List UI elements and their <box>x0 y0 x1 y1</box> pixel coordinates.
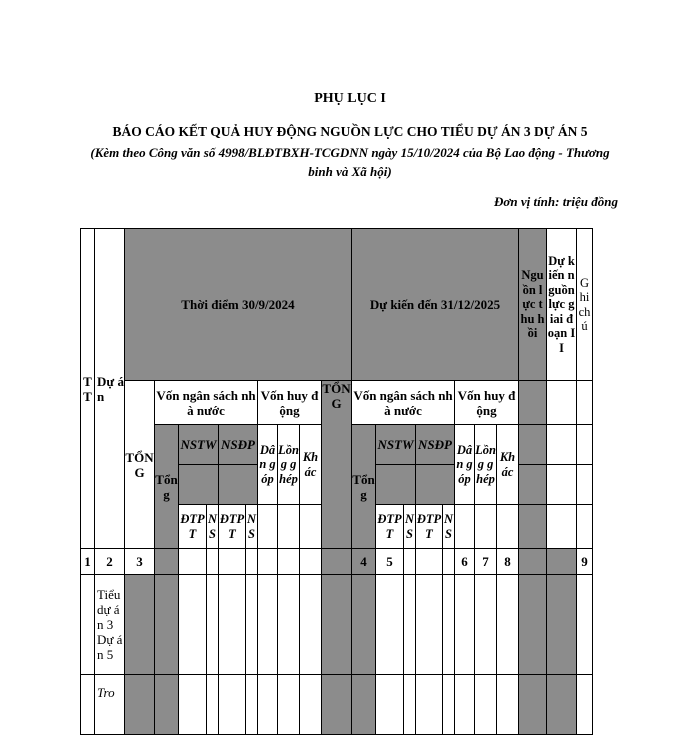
index-blank <box>547 549 577 575</box>
cell-blank <box>376 575 404 675</box>
cell-blank <box>404 575 416 675</box>
note-blank <box>577 425 593 465</box>
cell-blank <box>352 675 376 735</box>
phase2-blank <box>547 465 577 505</box>
p2-nstw-ns: NS <box>404 505 416 549</box>
index-blank <box>404 549 416 575</box>
p1-khac-blank <box>300 505 322 549</box>
cell-blank <box>81 575 95 675</box>
cell-blank <box>278 675 300 735</box>
cell-blank <box>577 575 593 675</box>
p1-state-budget-header: Vốn ngân sách nhà nước <box>155 381 258 425</box>
cell-blank <box>497 675 519 735</box>
cell-blank <box>300 675 322 735</box>
appendix-heading: PHỤ LỤC I <box>314 91 386 106</box>
note-blank <box>577 465 593 505</box>
col-tt-header: TT <box>81 229 95 549</box>
p2-mobilized-header: Vốn huy động <box>455 381 519 425</box>
p1-nstw-header: NSTW <box>179 425 219 465</box>
index-blank <box>155 549 179 575</box>
index-cell: 2 <box>95 549 125 575</box>
unit-label: Đơn vị tính: triệu đồng <box>493 194 618 209</box>
table-row <box>81 575 593 675</box>
p2-dan-gop-blank <box>455 505 475 549</box>
recovered-blank <box>519 505 547 549</box>
p2-long-ghep-blank <box>475 505 497 549</box>
index-row <box>81 549 593 575</box>
cell-blank <box>125 575 155 675</box>
report-title: BÁO CÁO KẾT QUẢ HUY ĐỘNG NGUỒN LỰC CHO TIỂU DỰ ÁN 3 DỰ ÁN 5 <box>112 124 588 139</box>
cell-blank <box>179 575 207 675</box>
cell-blank <box>219 675 246 735</box>
p2-nstw-header: NSTW <box>376 425 416 465</box>
index-blank <box>322 549 352 575</box>
table-row <box>81 675 593 735</box>
p1-nsdp-header: NSĐP <box>219 425 258 465</box>
cell-blank <box>81 675 95 735</box>
recovered-blank <box>519 425 547 465</box>
cell-blank <box>547 575 577 675</box>
cell-blank <box>278 575 300 675</box>
index-cell: 4 <box>352 549 376 575</box>
col-du-an-header: Dự án <box>95 229 125 549</box>
report-subtitle: (Kèm theo Công văn số 4998/BLĐTBXH-TCGDNN ngày 15/10/2024 của Bộ Lao động - Thương binh và Xã hội) <box>90 145 610 179</box>
cell-blank <box>455 575 475 675</box>
index-blank <box>519 549 547 575</box>
note-header: Ghi chú <box>577 229 593 381</box>
recovered-blank <box>519 381 547 425</box>
cell-blank <box>547 675 577 735</box>
cell-blank <box>352 575 376 675</box>
p1-long-ghep-blank <box>278 505 300 549</box>
cell-blank <box>376 675 404 735</box>
phase2-header: Dự kiến nguồn lực giai đoạn II <box>547 229 577 381</box>
cell-blank <box>258 575 278 675</box>
index-cell: 7 <box>475 549 497 575</box>
p2-sub-total-header: Tổng <box>352 425 376 549</box>
index-blank <box>207 549 219 575</box>
cell-blank <box>519 675 547 735</box>
phase2-blank <box>547 381 577 425</box>
phase2-blank <box>547 425 577 465</box>
p2-state-budget-header: Vốn ngân sách nhà nước <box>352 381 455 425</box>
index-cell: 6 <box>455 549 475 575</box>
p2-dan-gop-header: Dân góp <box>455 425 475 505</box>
p2-nstw-blank <box>376 465 416 505</box>
cell-blank <box>322 575 352 675</box>
cell-blank <box>443 575 455 675</box>
p1-dan-gop-blank <box>258 505 278 549</box>
p1-nstw-dtpt: ĐTPT <box>179 505 207 549</box>
p1-sub-total-header: Tổng <box>155 425 179 549</box>
cell-blank <box>475 575 497 675</box>
p2-nsdp-header: NSĐP <box>416 425 455 465</box>
index-blank <box>219 549 246 575</box>
cell-blank <box>455 675 475 735</box>
p2-nsdp-dtpt: ĐTPT <box>416 505 443 549</box>
p1-nstw-ns: NS <box>207 505 219 549</box>
cell-blank <box>258 675 278 735</box>
cell-blank <box>497 575 519 675</box>
note-blank <box>577 505 593 549</box>
index-cell: 8 <box>497 549 519 575</box>
cell-blank <box>155 675 179 735</box>
report-table <box>80 228 593 735</box>
note-blank <box>577 381 593 425</box>
cell-blank <box>246 575 258 675</box>
cell-blank <box>125 675 155 735</box>
index-blank <box>258 549 278 575</box>
period1-header: Thời điểm 30/9/2024 <box>125 229 352 381</box>
p1-nstw-blank <box>179 465 219 505</box>
cell-blank <box>577 675 593 735</box>
p1-dan-gop-header: Dân góp <box>258 425 278 505</box>
index-cell: 5 <box>376 549 404 575</box>
index-cell: 1 <box>81 549 95 575</box>
cell-blank <box>207 575 219 675</box>
index-blank <box>278 549 300 575</box>
row-project-name: Tiểu dự án 3 Dự án 5 <box>95 575 125 675</box>
p2-long-ghep-header: Lồng ghép <box>475 425 497 505</box>
recovered-blank <box>519 465 547 505</box>
phase2-blank <box>547 505 577 549</box>
recovered-header: Nguồn lực thu hồi <box>519 229 547 381</box>
index-cell: 9 <box>577 549 593 575</box>
cell-blank <box>519 575 547 675</box>
p1-nsdp-blank <box>219 465 258 505</box>
cell-blank <box>322 675 352 735</box>
cell-blank <box>404 675 416 735</box>
cell-blank <box>155 575 179 675</box>
p2-khac-blank <box>497 505 519 549</box>
cell-blank <box>416 675 443 735</box>
cell-blank <box>475 675 497 735</box>
index-blank <box>416 549 443 575</box>
p2-nstw-dtpt: ĐTPT <box>376 505 404 549</box>
cell-blank <box>416 575 443 675</box>
cell-blank <box>300 575 322 675</box>
cell-blank <box>246 675 258 735</box>
index-blank <box>179 549 207 575</box>
index-blank <box>443 549 455 575</box>
p1-khac-header: Khác <box>300 425 322 505</box>
p1-long-ghep-header: Lồng ghép <box>278 425 300 505</box>
index-blank <box>246 549 258 575</box>
cell-blank <box>179 675 207 735</box>
p1-mobilized-header: Vốn huy động <box>258 381 322 425</box>
p2-nsdp-blank <box>416 465 455 505</box>
p1-nsdp-ns: NS <box>246 505 258 549</box>
row-project-name: Tro <box>95 675 125 735</box>
p2-total-header: TỔNG <box>322 381 352 549</box>
cell-blank <box>219 575 246 675</box>
p1-total-header: TỔNG <box>125 381 155 549</box>
index-cell: 3 <box>125 549 155 575</box>
period2-header: Dự kiến đến 31/12/2025 <box>352 229 519 381</box>
p2-khac-header: Khác <box>497 425 519 505</box>
p2-nsdp-ns: NS <box>443 505 455 549</box>
p1-nsdp-dtpt: ĐTPT <box>219 505 246 549</box>
cell-blank <box>207 675 219 735</box>
cell-blank <box>443 675 455 735</box>
index-blank <box>300 549 322 575</box>
